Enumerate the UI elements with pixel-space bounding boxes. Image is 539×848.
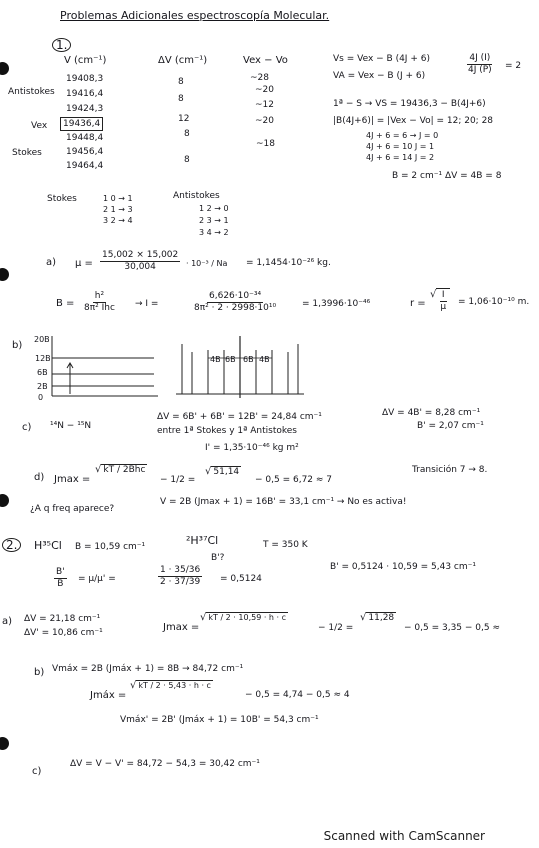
label-stokes: Stokes bbox=[12, 148, 42, 158]
frequency-question: ¿A q freq aparece? bbox=[30, 504, 115, 514]
p2-part-c-line: ΔV = V − V' = 84,72 − 54,3 = 30,42 cm⁻¹ bbox=[70, 759, 260, 769]
molecule-h37: ²H³⁷Cl bbox=[186, 534, 219, 547]
spacing-label: 4B bbox=[210, 355, 221, 364]
part-c-text: entre 1ª Stokes y 1ª Antistokes bbox=[157, 426, 297, 436]
mass-ratio-denominator: 2 · 37/39 bbox=[160, 577, 201, 587]
b-fraction bbox=[82, 291, 117, 314]
scanner-watermark: Scanned with CamScanner bbox=[323, 829, 485, 843]
formula-j: 4J + 6 = 6 → J = 0 bbox=[366, 131, 439, 140]
dv-value: 8 bbox=[184, 129, 190, 139]
mu-numerator: 15,002 × 15,002 bbox=[102, 250, 179, 260]
binder-hole bbox=[0, 268, 9, 281]
r-root: √ $\frac{I}{\mu}$ bbox=[430, 288, 450, 313]
jmax-radicand-2: 51,14 bbox=[213, 467, 240, 477]
stokes-heading: Stokes bbox=[47, 194, 77, 204]
spacing-label: 6B bbox=[225, 355, 236, 364]
p2-jmax-b-radicand: kT / 2 · 5,43 · h · c bbox=[138, 681, 211, 690]
energy-level-diagram bbox=[50, 336, 160, 404]
diff-value: ~28 bbox=[250, 73, 269, 83]
value-row: 19424,3 bbox=[66, 104, 104, 114]
header-diff: Vex − Vo bbox=[243, 55, 288, 66]
b-ratio-fraction bbox=[54, 567, 67, 590]
p2-part-a-label: a) bbox=[2, 616, 13, 627]
temperature: T = 350 K bbox=[263, 540, 308, 550]
molecule-h35: H³⁵Cl bbox=[34, 539, 62, 552]
axis-tick-label: 6B bbox=[37, 368, 48, 377]
transition-result: Transición 7 → 8. bbox=[412, 465, 488, 475]
mu-denominator: 30,004 bbox=[124, 262, 156, 272]
p2-jmax-b-eq: Jmáx = bbox=[90, 690, 127, 701]
spacing-label: 6B bbox=[243, 355, 254, 364]
p2-part-b-label: b) bbox=[34, 667, 45, 678]
diff-value: ~12 bbox=[255, 100, 274, 110]
jmax-root: √ kT / 2Bhc bbox=[95, 464, 146, 475]
mu-multiplier: · 10⁻³ / Na bbox=[186, 259, 228, 268]
value-row: 19456,4 bbox=[66, 147, 104, 157]
ratio-numerator: 4J (I) bbox=[469, 53, 491, 63]
p2-jmax-minus: − 1/2 = bbox=[318, 623, 354, 633]
ratio-denominator: 4J (P) bbox=[468, 65, 492, 75]
header-v: V (cm⁻¹) bbox=[64, 55, 107, 66]
p2-dv-prime: ΔV' = 10,86 cm⁻¹ bbox=[24, 628, 103, 638]
r-numerator: I bbox=[441, 290, 445, 300]
mass-ratio-numerator: 1 · 35/36 bbox=[160, 565, 201, 575]
formula-j: 4J + 6 = 14 J = 2 bbox=[366, 153, 435, 162]
formula-line: |B(4J+6)| = |Vex − Vo| = 12; 20; 28 bbox=[333, 116, 494, 126]
binder-hole bbox=[0, 737, 9, 750]
i-numerator: 6,626·10⁻³⁴ bbox=[209, 291, 262, 301]
label-vex: Vex bbox=[31, 121, 48, 131]
p2-jmax-root: √ kT / 2 · 10,59 · h · c bbox=[200, 612, 287, 623]
jmax-result: − 0,5 = 6,72 ≈ 7 bbox=[255, 475, 333, 485]
axis-tick-label: 20B bbox=[34, 335, 50, 344]
antistokes-transition: 2 3 → 1 bbox=[199, 216, 229, 225]
antistokes-transition: 1 2 → 0 bbox=[199, 204, 229, 213]
ratio-fraction bbox=[466, 53, 494, 76]
p2-jmax-eq: Jmax = bbox=[163, 622, 200, 633]
mass-ratio-fraction bbox=[158, 565, 202, 588]
axis-tick-label: 12B bbox=[35, 354, 51, 363]
b-value: B = 10,59 cm⁻¹ bbox=[75, 542, 146, 552]
p2-dv: ΔV = 21,18 cm⁻¹ bbox=[24, 614, 101, 624]
binder-hole bbox=[0, 494, 9, 507]
i-result: = 1,3996·10⁻⁴⁶ bbox=[302, 299, 371, 309]
formula-line: 1ª − S → VS = 19436,3 − B(4J+6) bbox=[333, 99, 486, 109]
header-dv: ΔV (cm⁻¹) bbox=[158, 55, 208, 66]
isotope-label: ¹⁴N − ¹⁵N bbox=[50, 421, 92, 431]
label-antistokes: Antistokes bbox=[8, 87, 55, 97]
p2-vmax-prime: Vmáx' = 2B' (Jmáx + 1) = 10B' = 54,3 cm⁻¹ bbox=[120, 715, 319, 725]
b-numerator: h² bbox=[94, 291, 105, 301]
frequency-answer: V = 2B (Jmax + 1) = 16B' = 33,1 cm⁻¹ → No es activa! bbox=[160, 497, 407, 507]
diff-value: ~18 bbox=[256, 139, 275, 149]
diff-value: ~20 bbox=[255, 85, 274, 95]
spacing-label: 4B bbox=[259, 355, 270, 364]
binder-hole bbox=[0, 62, 9, 75]
part-c-inertia: I' = 1,35·10⁻⁴⁶ kg m² bbox=[205, 443, 299, 453]
jmax-eq: Jmax = bbox=[54, 474, 91, 485]
stokes-transition: 3 2 → 4 bbox=[103, 216, 133, 225]
jmax-root-2: √ 51,14 bbox=[205, 466, 240, 477]
problem-number: 2. bbox=[2, 538, 21, 552]
r-fraction bbox=[438, 290, 448, 313]
problem-number: 1. bbox=[52, 38, 71, 52]
r-result: = 1,06·10⁻¹⁰ m. bbox=[458, 297, 530, 307]
p2-jmax-root-2: √ 11,28 bbox=[360, 612, 395, 623]
antistokes-transition: 3 4 → 2 bbox=[199, 228, 229, 237]
p2-jmax-b-root: √ kT / 2 · 5,43 · h · c bbox=[130, 680, 211, 691]
b-ratio-denominator: B bbox=[57, 579, 64, 589]
dv-value: 8 bbox=[178, 94, 184, 104]
part-c-b2: B' = 2,07 cm⁻¹ bbox=[417, 421, 484, 431]
jmax-minus: − 1/2 = bbox=[160, 475, 196, 485]
dv-value: 8 bbox=[178, 77, 184, 87]
raman-spectrum-sketch bbox=[176, 332, 306, 400]
p2-jmax-b-result: − 0,5 = 4,74 − 0,5 ≈ 4 bbox=[245, 690, 350, 700]
formula-va: VA = Vex − B (J + 6) bbox=[333, 71, 426, 81]
mu-result: = 1,1454·10⁻²⁶ kg. bbox=[246, 258, 331, 268]
page-title: Problemas Adicionales espectroscopía Molecular. bbox=[60, 9, 330, 22]
ratio-result: = 2 bbox=[505, 61, 522, 71]
b-question: B'? bbox=[211, 553, 225, 563]
part-b-label: b) bbox=[12, 340, 23, 351]
stokes-transition: 2 1 → 3 bbox=[103, 205, 133, 214]
b-eq: B = bbox=[56, 298, 75, 309]
p2-jmax-result: − 0,5 = 3,35 − 0,5 ≈ bbox=[404, 623, 500, 633]
value-row: 19448,4 bbox=[66, 133, 104, 143]
formula-vs: Vs = Vex − B (4J + 6) bbox=[333, 54, 430, 64]
value-row: 19408,3 bbox=[66, 74, 104, 84]
i-fraction bbox=[192, 291, 278, 314]
stokes-transition: 1 0 → 1 bbox=[103, 194, 133, 203]
i-eq: → I = bbox=[135, 299, 159, 309]
dv-value: 12 bbox=[178, 114, 190, 124]
formula-j: 4J + 6 = 10 J = 1 bbox=[366, 142, 435, 151]
b-ratio-numerator: B' bbox=[56, 567, 65, 577]
part-c-label: c) bbox=[22, 422, 32, 433]
p2-part-c-label: c) bbox=[32, 766, 42, 777]
dv-value: 8 bbox=[184, 155, 190, 165]
antistokes-heading: Antistokes bbox=[173, 191, 220, 201]
jmax-radicand: kT / 2Bhc bbox=[103, 465, 146, 475]
part-d-label: d) bbox=[34, 472, 45, 483]
mass-ratio-result: = 0,5124 bbox=[220, 574, 262, 584]
formula-result: B = 2 cm⁻¹ ΔV = 4B = 8 bbox=[392, 171, 502, 181]
diff-value: ~20 bbox=[255, 116, 274, 126]
axis-tick-label: 2B bbox=[37, 382, 48, 391]
part-c-dv2: ΔV = 4B' = 8,28 cm⁻¹ bbox=[382, 408, 481, 418]
value-row-vex: 19436,4 bbox=[60, 117, 103, 131]
b-prime-result: B' = 0,5124 · 10,59 = 5,43 cm⁻¹ bbox=[330, 562, 476, 572]
r-eq: r = bbox=[410, 298, 426, 309]
p2-jmax-radicand: kT / 2 · 10,59 · h · c bbox=[208, 613, 287, 622]
p2-jmax-radicand-2: 11,28 bbox=[368, 613, 395, 623]
part-c-dv: ΔV = 6B' + 6B' = 12B' = 24,84 cm⁻¹ bbox=[157, 412, 322, 422]
i-denominator: 8π² · 2 · 2998·10¹⁰ bbox=[194, 303, 277, 313]
axis-tick-label: 0 bbox=[38, 393, 44, 402]
value-row: 19464,4 bbox=[66, 161, 104, 171]
r-denominator: μ bbox=[440, 302, 447, 312]
value-row: 19416,4 bbox=[66, 89, 104, 99]
p2-vmax: Vmáx = 2B (Jmáx + 1) = 8B → 84,72 cm⁻¹ bbox=[52, 664, 244, 674]
mu-eq: μ = bbox=[75, 258, 93, 269]
mu-fraction bbox=[100, 250, 180, 273]
part-a-label: a) bbox=[46, 257, 57, 268]
mu-ratio: = μ/μ' = bbox=[78, 574, 116, 584]
b-denominator: 8π² Ihc bbox=[84, 303, 115, 313]
